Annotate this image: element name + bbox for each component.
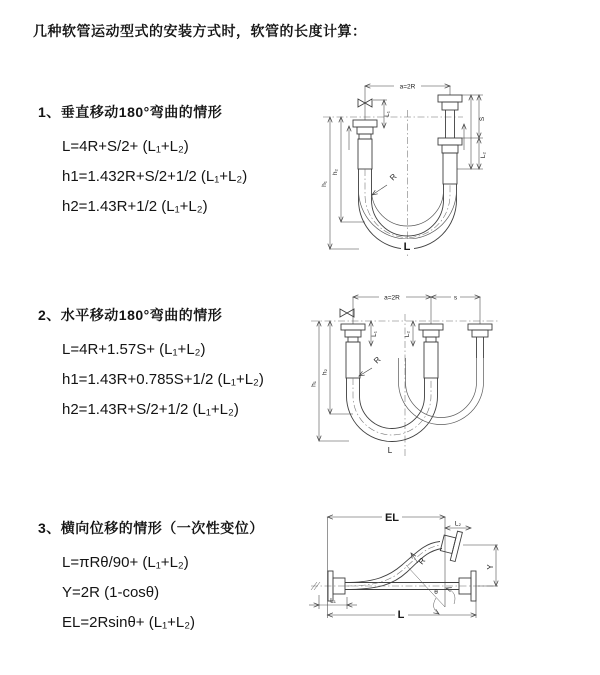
dim-label-l1: L₁: [330, 597, 336, 605]
right-fitting-upper: [438, 95, 462, 138]
length-label: L: [403, 241, 411, 253]
hose-u-bend: [347, 378, 438, 442]
dim-label-el: EL: [384, 512, 400, 524]
section-lateral-offset: [38, 518, 264, 638]
formula-h2: h2=1.43R+S/2+1/2 (L₁+L₂): [62, 401, 239, 418]
formula-h1: h1=1.43R+0.785S+1/2 (L₁+L₂): [62, 371, 264, 388]
left-fitting: [353, 120, 377, 169]
dim-label-y: Y: [486, 564, 495, 570]
dim-label-l1: L₁: [384, 111, 391, 117]
formula-h1: h1=1.432R+S/2+1/2 (L₁+L₂): [62, 168, 248, 185]
section-heading: 1、垂直移动180°弯曲的情形: [38, 104, 223, 120]
formula-h2: h2=1.43R+1/2 (L₁+L₂): [62, 198, 208, 215]
dim-label-h1: h₁: [321, 181, 328, 187]
formula-length: L=4R+1.57S+ (L₁+L₂): [62, 341, 206, 358]
dim-label-a2r: a=2R: [384, 294, 400, 302]
dim-label-a2r: a=2R: [399, 83, 416, 91]
formula-y: Y=2R (1-cosθ): [62, 584, 160, 601]
length-label: L: [387, 446, 393, 455]
dim-label-s: S: [479, 116, 486, 122]
dim-label-h2: h₂: [332, 168, 339, 176]
formula-length: L=4R+S/2+ (L₁+L₂): [62, 138, 189, 155]
diagram-vertical-180: [313, 72, 513, 262]
right-fitting-lower: [438, 138, 462, 184]
dim-label-l2: L₂: [404, 330, 411, 338]
angle-label: θ: [434, 589, 438, 596]
section-horizontal-180: [38, 305, 264, 425]
diagram-lateral-offset: [303, 503, 503, 633]
page-title: 几种软管运动型式的安装方式时，软管的长度计算：: [33, 23, 367, 39]
radius-label: R: [372, 354, 383, 366]
section-heading: 2、水平移动180°弯曲的情形: [38, 307, 223, 323]
section-vertical-180: [38, 102, 247, 222]
middle-fitting: [419, 324, 443, 378]
diagram-horizontal-180: [303, 284, 503, 464]
dim-label-l2: L₂: [480, 151, 487, 159]
radius-label: R: [388, 171, 399, 183]
section-heading: 3、横向位移的情形（一次性变位）: [38, 520, 264, 536]
formula-length: L=πRθ/90+ (L₁+L₂): [62, 554, 189, 571]
length-label: L: [397, 609, 405, 621]
left-fitting: [341, 324, 365, 378]
angle-arc-right: [446, 588, 455, 604]
dim-label-h1: h₁: [310, 381, 318, 387]
dim-label-h2: h₂: [321, 368, 329, 376]
formula-el: EL=2Rsinθ+ (L₁+L₂): [62, 614, 196, 631]
valve-icon: [340, 309, 354, 317]
dim-label-l2: L₂: [454, 520, 462, 528]
hose-u-bend-displaced: [399, 358, 484, 425]
right-fitting: [468, 324, 492, 358]
radius-label: R: [416, 556, 428, 567]
tilted-flange: [439, 528, 463, 561]
angle-arc-left: [434, 598, 439, 614]
dim-label-l1: L₁: [371, 331, 378, 337]
dim-label-s: s: [453, 294, 458, 302]
